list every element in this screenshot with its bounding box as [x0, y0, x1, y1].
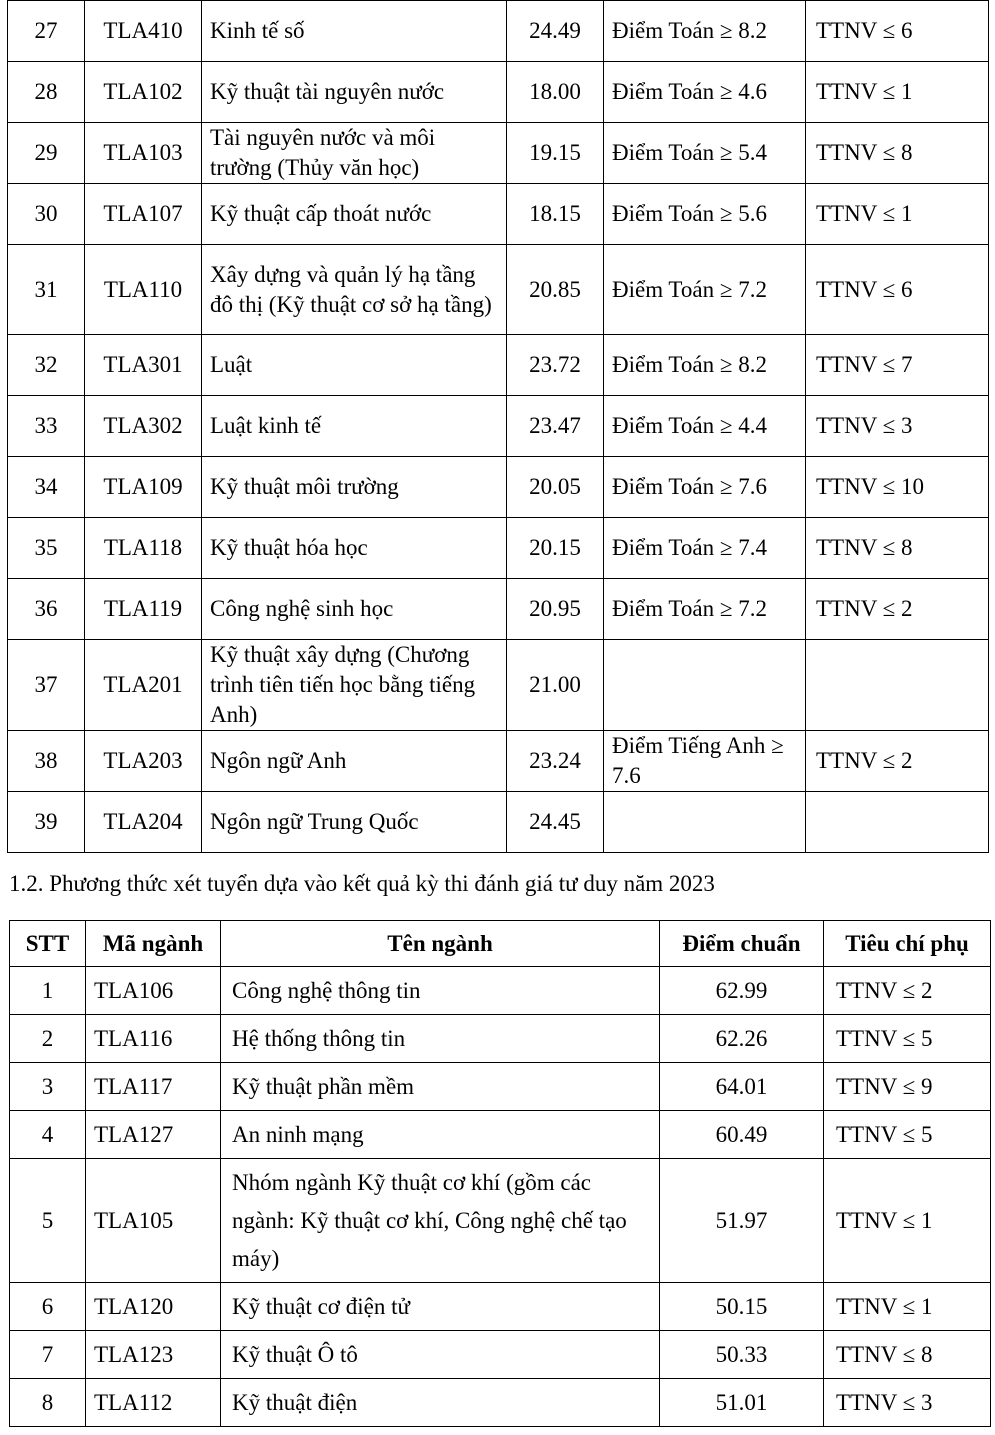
- name-cell: Tài nguyên nước và môi trường (Thủy văn học): [202, 123, 507, 184]
- score-cell: 62.99: [660, 967, 824, 1015]
- name-cell: Luật: [202, 335, 507, 396]
- admission-scores-table-1: [7, 0, 989, 853]
- table-row: [10, 1015, 991, 1063]
- stt-cell: 38: [8, 731, 85, 792]
- name-cell: Công nghệ sinh học: [202, 579, 507, 640]
- table-row: [8, 457, 989, 518]
- score-cell: 23.24: [507, 731, 604, 792]
- code-cell: TLA127: [86, 1111, 221, 1159]
- stt-cell: 2: [10, 1015, 86, 1063]
- code-cell: TLA102: [85, 62, 202, 123]
- stt-cell: 27: [8, 1, 85, 62]
- name-cell: Kỹ thuật cấp thoát nước: [202, 184, 507, 245]
- score-cell: 51.97: [660, 1159, 824, 1283]
- table-row: [8, 184, 989, 245]
- sub-criterion-cell: Điểm Toán ≥ 5.4: [604, 123, 806, 184]
- criterion-cell: TTNV ≤ 5: [824, 1111, 991, 1159]
- stt-cell: 3: [10, 1063, 86, 1111]
- stt-cell: 36: [8, 579, 85, 640]
- stt-cell: 32: [8, 335, 85, 396]
- criterion-cell: TTNV ≤ 8: [806, 518, 989, 579]
- criterion-cell: TTNV ≤ 8: [824, 1331, 991, 1379]
- header-code: Mã ngành: [86, 921, 221, 967]
- code-cell: TLA110: [85, 245, 202, 335]
- score-cell: 20.15: [507, 518, 604, 579]
- score-cell: 19.15: [507, 123, 604, 184]
- criterion-cell: [806, 792, 989, 853]
- code-cell: TLA109: [85, 457, 202, 518]
- table-row: [10, 1159, 991, 1283]
- stt-cell: 1: [10, 967, 86, 1015]
- header-score: Điểm chuẩn: [660, 921, 824, 967]
- table-row: [10, 1379, 991, 1427]
- code-cell: TLA116: [86, 1015, 221, 1063]
- name-cell: Kỹ thuật phần mềm: [221, 1063, 660, 1111]
- code-cell: TLA112: [86, 1379, 221, 1427]
- sub-criterion-cell: Điểm Toán ≥ 7.2: [604, 245, 806, 335]
- name-cell: Kinh tế số: [202, 1, 507, 62]
- criterion-cell: TTNV ≤ 1: [824, 1283, 991, 1331]
- name-cell: Công nghệ thông tin: [221, 967, 660, 1015]
- criterion-cell: TTNV ≤ 6: [806, 245, 989, 335]
- stt-cell: 29: [8, 123, 85, 184]
- criterion-cell: TTNV ≤ 1: [806, 62, 989, 123]
- stt-cell: 31: [8, 245, 85, 335]
- table-row: [8, 62, 989, 123]
- code-cell: TLA204: [85, 792, 202, 853]
- code-cell: TLA103: [85, 123, 202, 184]
- code-cell: TLA105: [86, 1159, 221, 1283]
- admission-scores-table-2: [9, 920, 991, 1427]
- stt-cell: 8: [10, 1379, 86, 1427]
- stt-cell: 37: [8, 640, 85, 731]
- table-row: [10, 1063, 991, 1111]
- score-cell: 18.00: [507, 62, 604, 123]
- sub-criterion-cell: Điểm Toán ≥ 8.2: [604, 1, 806, 62]
- criterion-cell: TTNV ≤ 1: [806, 184, 989, 245]
- table-row: [8, 731, 989, 792]
- stt-cell: 5: [10, 1159, 86, 1283]
- score-cell: 21.00: [507, 640, 604, 731]
- criterion-cell: TTNV ≤ 1: [824, 1159, 991, 1283]
- name-cell: Kỹ thuật Ô tô: [221, 1331, 660, 1379]
- table-row: [10, 1111, 991, 1159]
- criterion-cell: TTNV ≤ 7: [806, 335, 989, 396]
- stt-cell: 7: [10, 1331, 86, 1379]
- criterion-cell: TTNV ≤ 2: [806, 579, 989, 640]
- score-cell: 18.15: [507, 184, 604, 245]
- criterion-cell: TTNV ≤ 5: [824, 1015, 991, 1063]
- name-cell: Kỹ thuật tài nguyên nước: [202, 62, 507, 123]
- stt-cell: 39: [8, 792, 85, 853]
- name-cell: An ninh mạng: [221, 1111, 660, 1159]
- criterion-cell: TTNV ≤ 3: [806, 396, 989, 457]
- score-cell: 24.49: [507, 1, 604, 62]
- stt-cell: 4: [10, 1111, 86, 1159]
- code-cell: TLA107: [85, 184, 202, 245]
- sub-criterion-cell: Điểm Tiếng Anh ≥ 7.6: [604, 731, 806, 792]
- name-cell: Kỹ thuật cơ điện tử: [221, 1283, 660, 1331]
- code-cell: TLA410: [85, 1, 202, 62]
- code-cell: TLA117: [86, 1063, 221, 1111]
- name-cell: Nhóm ngành Kỹ thuật cơ khí (gồm các ngành: Kỹ thuật cơ khí, Công nghệ chế tạo máy): [221, 1159, 660, 1283]
- score-cell: 60.49: [660, 1111, 824, 1159]
- code-cell: TLA203: [85, 731, 202, 792]
- name-cell: Kỹ thuật xây dựng (Chương trình tiên tiến học bằng tiếng Anh): [202, 640, 507, 731]
- score-cell: 24.45: [507, 792, 604, 853]
- code-cell: TLA302: [85, 396, 202, 457]
- criterion-cell: TTNV ≤ 6: [806, 1, 989, 62]
- score-cell: 50.15: [660, 1283, 824, 1331]
- name-cell: Kỹ thuật hóa học: [202, 518, 507, 579]
- name-cell: Ngôn ngữ Trung Quốc: [202, 792, 507, 853]
- score-cell: 23.47: [507, 396, 604, 457]
- stt-cell: 6: [10, 1283, 86, 1331]
- criterion-cell: [806, 640, 989, 731]
- table-row: [10, 967, 991, 1015]
- table-row: [8, 123, 989, 184]
- criterion-cell: TTNV ≤ 9: [824, 1063, 991, 1111]
- code-cell: TLA123: [86, 1331, 221, 1379]
- score-cell: 64.01: [660, 1063, 824, 1111]
- code-cell: TLA118: [85, 518, 202, 579]
- sub-criterion-cell: [604, 792, 806, 853]
- name-cell: Ngôn ngữ Anh: [202, 731, 507, 792]
- sub-criterion-cell: Điểm Toán ≥ 8.2: [604, 335, 806, 396]
- table-row: [8, 640, 989, 731]
- table-row: [8, 792, 989, 853]
- stt-cell: 35: [8, 518, 85, 579]
- sub-criterion-cell: Điểm Toán ≥ 7.4: [604, 518, 806, 579]
- stt-cell: 28: [8, 62, 85, 123]
- table-row: [10, 1331, 991, 1379]
- table-row: [8, 335, 989, 396]
- score-cell: 20.95: [507, 579, 604, 640]
- score-cell: 51.01: [660, 1379, 824, 1427]
- criterion-cell: TTNV ≤ 2: [806, 731, 989, 792]
- score-cell: 23.72: [507, 335, 604, 396]
- sub-criterion-cell: Điểm Toán ≥ 7.6: [604, 457, 806, 518]
- table-row: [8, 245, 989, 335]
- name-cell: Kỹ thuật điện: [221, 1379, 660, 1427]
- section-title: 1.2. Phương thức xét tuyển dựa vào kết quả kỳ thi đánh giá tư duy năm 2023: [9, 871, 715, 896]
- criterion-cell: TTNV ≤ 8: [806, 123, 989, 184]
- code-cell: TLA201: [85, 640, 202, 731]
- sub-criterion-cell: [604, 640, 806, 731]
- sub-criterion-cell: Điểm Toán ≥ 4.4: [604, 396, 806, 457]
- criterion-cell: TTNV ≤ 10: [806, 457, 989, 518]
- table-row: [10, 1283, 991, 1331]
- stt-cell: 30: [8, 184, 85, 245]
- header-name: Tên ngành: [221, 921, 660, 967]
- sub-criterion-cell: Điểm Toán ≥ 7.2: [604, 579, 806, 640]
- criterion-cell: TTNV ≤ 3: [824, 1379, 991, 1427]
- name-cell: Kỹ thuật môi trường: [202, 457, 507, 518]
- stt-cell: 33: [8, 396, 85, 457]
- score-cell: 20.85: [507, 245, 604, 335]
- score-cell: 62.26: [660, 1015, 824, 1063]
- code-cell: TLA120: [86, 1283, 221, 1331]
- sub-criterion-cell: Điểm Toán ≥ 5.6: [604, 184, 806, 245]
- table-header-row: [10, 921, 991, 967]
- stt-cell: 34: [8, 457, 85, 518]
- code-cell: TLA301: [85, 335, 202, 396]
- score-cell: 50.33: [660, 1331, 824, 1379]
- name-cell: Xây dựng và quản lý hạ tầng đô thị (Kỹ thuật cơ sở hạ tầng): [202, 245, 507, 335]
- table-row: [8, 518, 989, 579]
- header-criterion: Tiêu chí phụ: [824, 921, 991, 967]
- name-cell: Hệ thống thông tin: [221, 1015, 660, 1063]
- name-cell: Luật kinh tế: [202, 396, 507, 457]
- table-row: [8, 579, 989, 640]
- sub-criterion-cell: Điểm Toán ≥ 4.6: [604, 62, 806, 123]
- score-cell: 20.05: [507, 457, 604, 518]
- code-cell: TLA106: [86, 967, 221, 1015]
- code-cell: TLA119: [85, 579, 202, 640]
- criterion-cell: TTNV ≤ 2: [824, 967, 991, 1015]
- header-stt: STT: [10, 921, 86, 967]
- table-row: [8, 1, 989, 62]
- table-row: [8, 396, 989, 457]
